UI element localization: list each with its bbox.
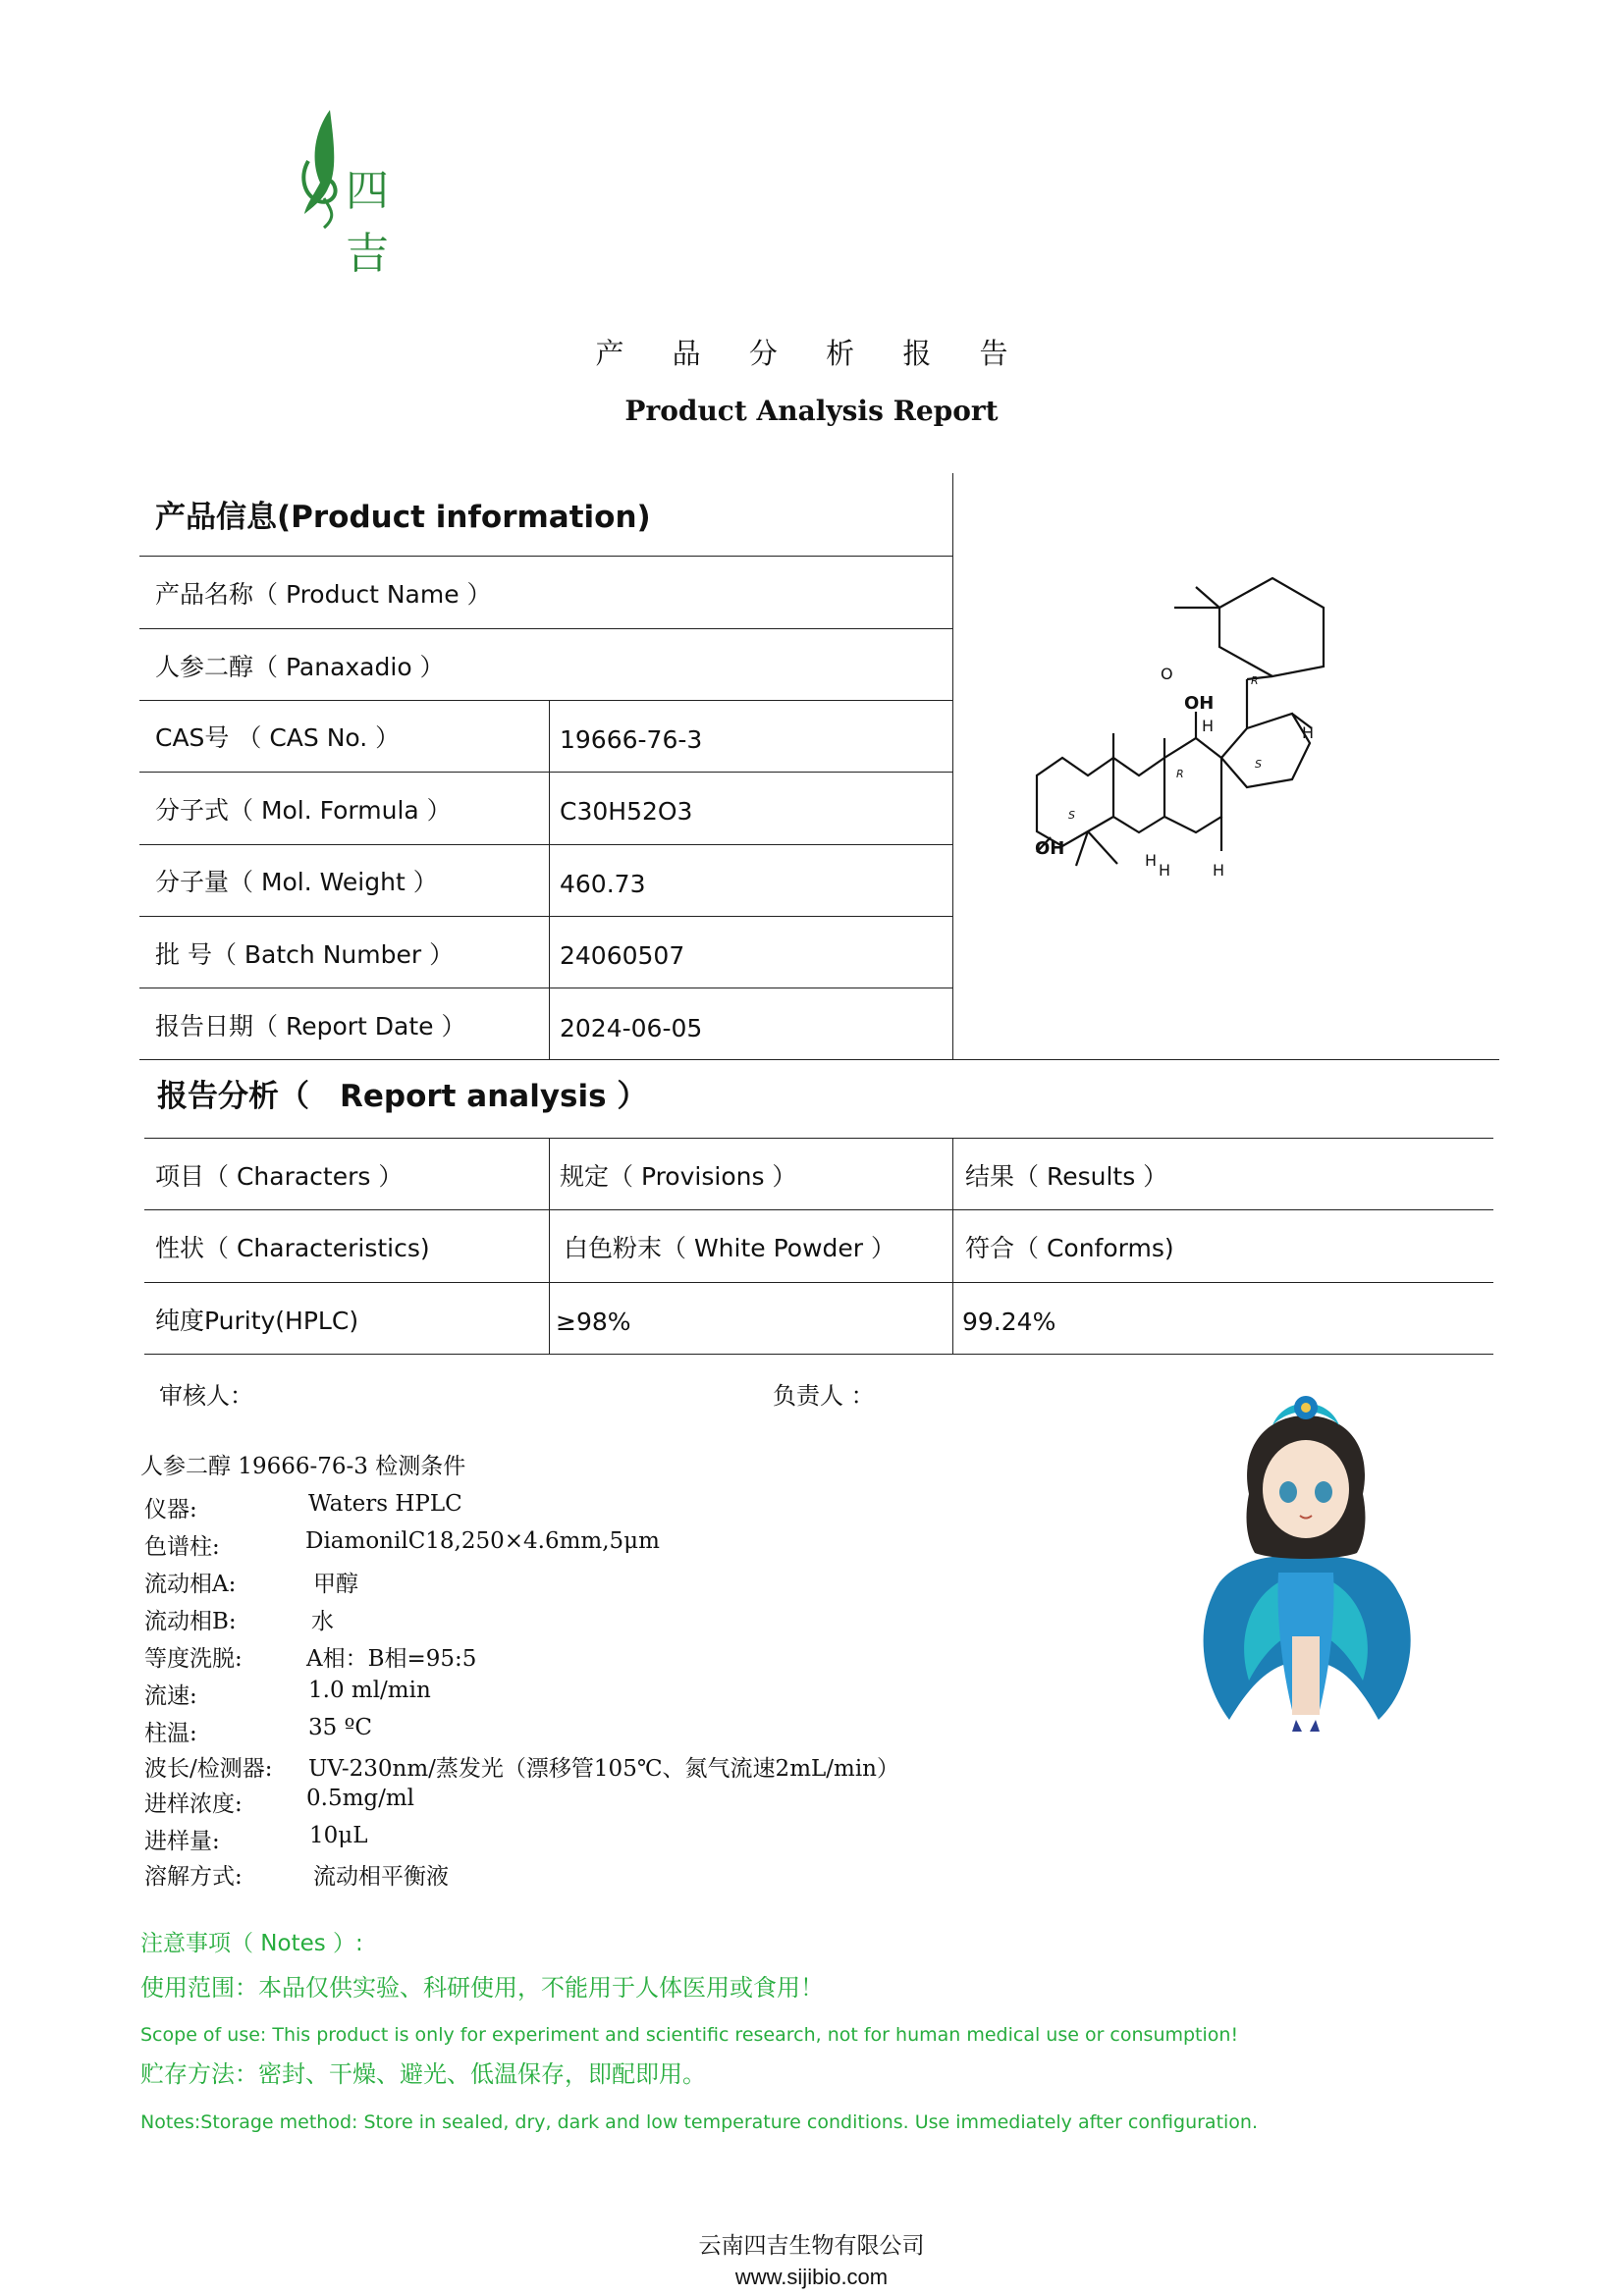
structure-h-label: H: [1213, 861, 1225, 880]
scope-en: Scope of use: This product is only for experiment and scientific research, not for human medical use or consumption!: [140, 2024, 1239, 2046]
condition-value: Waters HPLC: [308, 1491, 462, 1517]
batch-value: 24060507: [560, 941, 685, 970]
structure-s-label: S: [1068, 809, 1075, 822]
condition-label: 等度洗脱:: [144, 1646, 243, 1672]
analysis-header-results: 结果（ Results ）: [965, 1162, 1168, 1191]
footer-website[interactable]: www.sijibio.com: [734, 2265, 889, 2289]
condition-value: 0.5mg/ml: [306, 1786, 415, 1811]
structure-h-label: H: [1159, 861, 1171, 880]
condition-label: 柱温:: [144, 1721, 197, 1746]
structure-oh-bottom: OH: [1035, 838, 1065, 859]
condition-label: 波长/检测器:: [144, 1756, 273, 1782]
conditions-title: 人参二醇 19666-76-3 检测条件: [140, 1454, 466, 1479]
condition-value: 35 ºC: [308, 1715, 372, 1740]
responsible-label: 负责人 ：: [773, 1382, 875, 1410]
storage-en: Notes:Storage method: Store in sealed, dry, dark and low temperature conditions. Use immediately after configuration.: [140, 2111, 1259, 2133]
table-cell: ≥98%: [556, 1308, 631, 1336]
condition-value: 流动相平衡液: [313, 1864, 449, 1890]
structure-r-label: R: [1251, 674, 1259, 687]
product-info-row: 人参二醇（ Panaxadio ）: [155, 653, 445, 681]
product-info-row: 分子量（ Mol. Weight ）: [155, 868, 438, 896]
table-cell: 99.24%: [962, 1308, 1056, 1336]
reviewer-label: 审核人：: [159, 1382, 253, 1410]
report-analysis-heading: 报告分析（ Report analysis ）: [157, 1079, 648, 1114]
weight-value: 460.73: [560, 870, 646, 898]
condition-value: 水: [311, 1609, 334, 1634]
cas-value: 19666-76-3: [560, 725, 703, 754]
report-title-cn: 产 品 分 析 报 告: [595, 337, 1028, 370]
footer-company: 云南四吉生物有限公司: [698, 2233, 925, 2259]
notes-heading: 注意事项（ Notes ）:: [140, 1931, 363, 1956]
report-date-value: 2024-06-05: [560, 1014, 703, 1042]
structure-h-label: H: [1302, 723, 1315, 742]
company-logo: [295, 102, 432, 279]
table-cell: 纯度Purity(HPLC): [155, 1307, 359, 1335]
table-cell: 白色粉末（ White Powder ）: [564, 1234, 895, 1262]
condition-label: 色谱柱:: [144, 1534, 220, 1560]
condition-value: UV-230nm/蒸发光（漂移管105℃、氮气流速2mL/min）: [308, 1756, 899, 1782]
product-info-row: CAS号 （ CAS No. ）: [155, 723, 401, 752]
table-cell: 符合（ Conforms): [965, 1234, 1174, 1262]
scope-cn: 使用范围：本品仅供实验、科研使用，不能用于人体医用或食用！: [140, 1974, 824, 2002]
product-info-row: 批 号（ Batch Number ）: [155, 940, 455, 969]
condition-value: 1.0 ml/min: [308, 1678, 431, 1703]
table-cell: 性状（ Characteristics): [155, 1234, 430, 1262]
storage-cn: 贮存方法：密封、干燥、避光、低温保存，即配即用。: [140, 2060, 706, 2088]
structure-h-label: H: [1202, 717, 1215, 735]
condition-label: 流速:: [144, 1683, 197, 1709]
condition-value: 10μL: [309, 1823, 368, 1848]
mascot-illustration: [1190, 1386, 1422, 1737]
condition-label: 进样量:: [144, 1829, 220, 1854]
structure-s-label: S: [1255, 758, 1262, 771]
condition-label: 溶解方式:: [144, 1864, 243, 1890]
structure-r-label: R: [1176, 768, 1184, 780]
condition-label: 流动相A:: [144, 1572, 237, 1597]
condition-value: A相：B相=95:5: [306, 1646, 477, 1672]
analysis-header-provisions: 规定（ Provisions ）: [560, 1162, 797, 1191]
structure-oh-top: OH: [1184, 693, 1215, 714]
product-info-row: 产品名称（ Product Name ）: [155, 580, 492, 609]
chemical-structure: [1029, 552, 1417, 976]
condition-label: 仪器:: [144, 1497, 197, 1522]
report-title-en: Product Analysis Report: [624, 395, 999, 427]
product-info-row: 分子式（ Mol. Formula ）: [155, 796, 452, 825]
structure-o-label: O: [1161, 665, 1173, 683]
condition-label: 流动相B:: [144, 1609, 237, 1634]
structure-h-label: H: [1145, 851, 1158, 870]
formula-value: C30H52O3: [560, 797, 693, 826]
product-info-heading: 产品信息(Product information): [155, 500, 651, 535]
condition-label: 进样浓度:: [144, 1791, 243, 1817]
analysis-header-characters: 项目（ Characters ）: [155, 1162, 404, 1191]
condition-value: 甲醇: [313, 1572, 358, 1597]
product-info-row: 报告日期（ Report Date ）: [155, 1012, 466, 1041]
logo-text: 四吉: [346, 166, 390, 279]
condition-value: DiamonilC18,250×4.6mm,5μm: [305, 1528, 660, 1554]
